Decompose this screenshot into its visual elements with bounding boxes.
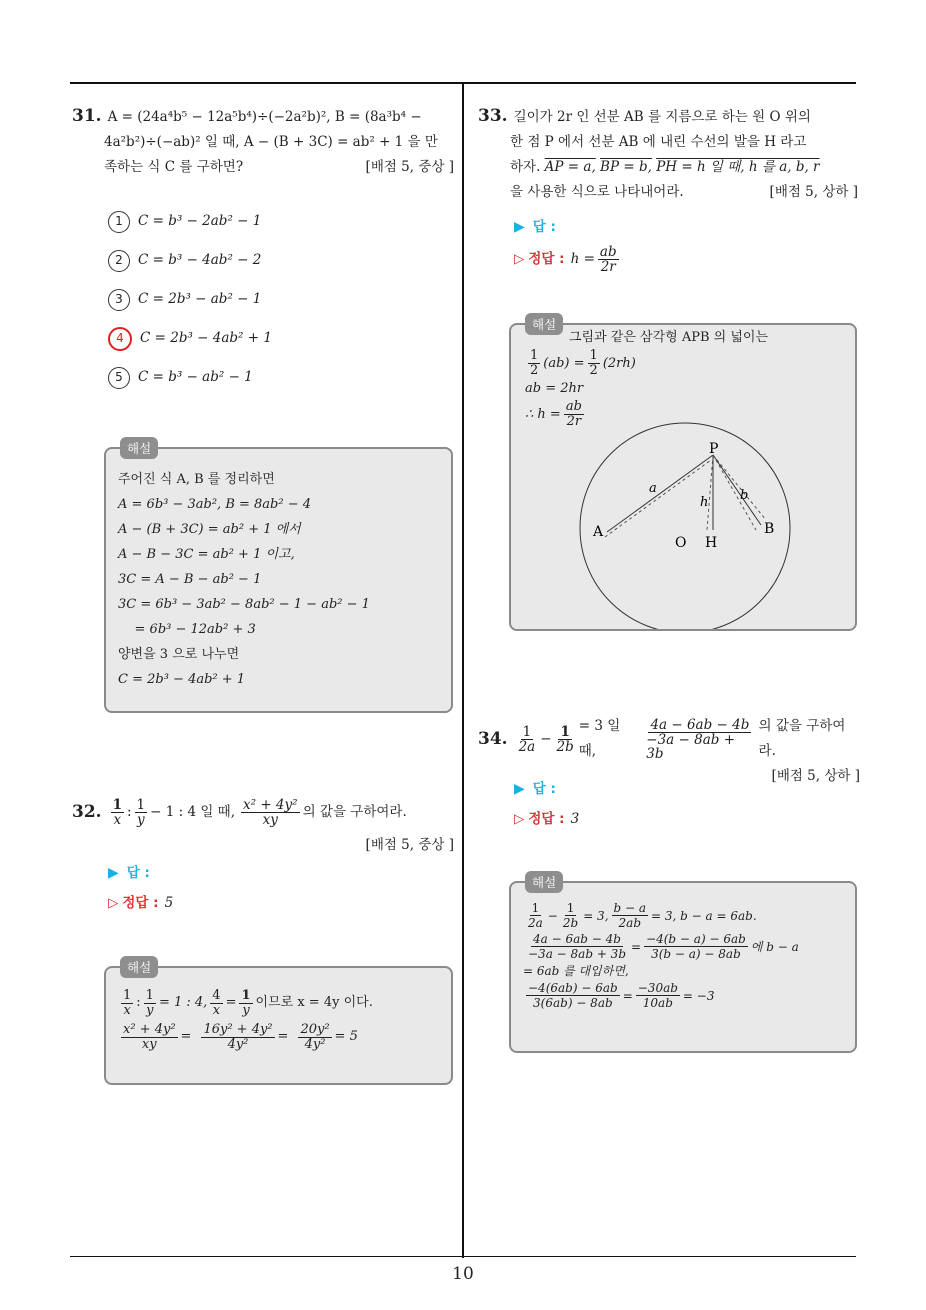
explain-line: = 6ab 를 대입하면, bbox=[523, 964, 629, 978]
explain-text: 에 b − a bbox=[750, 939, 799, 954]
stem-line: 을 사용한 식으로 나타내어라. bbox=[510, 184, 684, 200]
answer-block-34 bbox=[514, 774, 579, 834]
fraction: $\frac{1}{y}$ bbox=[145, 987, 154, 1018]
play-triangle-icon: ▶ bbox=[514, 781, 525, 797]
explain-line: 3C = A − B − ab² − 1 bbox=[118, 572, 262, 587]
correct-label: 정답 : bbox=[528, 811, 565, 827]
fraction: $\frac{1}{2}$ bbox=[530, 348, 539, 378]
choice-number: 2 bbox=[108, 250, 130, 272]
segment-bp-line bbox=[713, 455, 761, 525]
circle-o bbox=[580, 423, 790, 629]
fraction: $\frac{\text{x² + 4y²}}{xy}$ bbox=[243, 797, 298, 828]
fraction-denominator: 10ab bbox=[642, 996, 673, 1010]
choice-4-selected[interactable] bbox=[108, 319, 272, 358]
fraction: $\frac{1}{x}$ bbox=[112, 797, 122, 828]
explain-line: ab = 2hr bbox=[525, 381, 584, 396]
segment-ap-line bbox=[607, 455, 713, 532]
label-a: A bbox=[593, 524, 604, 540]
fraction-numerator: 4a − 6ab − 4b bbox=[650, 716, 750, 733]
play-triangle-icon: ▶ bbox=[108, 865, 119, 881]
explanation-box-34: 해설 $\frac{1}{2a}$ − $\frac{1}{2b}$ = 3, $\frac{b - a}{2ab}$ = 3, b − a = 6ab. $\frac{4a - 6ab - 4b}{-3a - 8ab + 3b}$ = $\frac{-4(b - a) - 6ab}{3(b - a) - 8ab}$ 에 b − a = 6ab 를 대입하면, $\frac{-4(6ab) - 6ab}{3(6ab) - 8ab}$ = $\frac{-30ab}{10ab}$ = −3 bbox=[509, 881, 857, 1053]
explanation-tag: 해설 bbox=[525, 313, 563, 335]
explain-line: C = 2b³ − 4ab² + 1 bbox=[118, 672, 246, 687]
explain-line: 주어진 식 A, B 를 정리하면 bbox=[118, 472, 275, 487]
fraction-denominator: 2ab bbox=[618, 916, 642, 930]
choice-text: C = 2b³ − ab² − 1 bbox=[138, 291, 262, 307]
question-number: 32. bbox=[72, 802, 102, 822]
choice-3[interactable] bbox=[108, 280, 272, 319]
stem-line: 족하는 식 C 를 구하면? bbox=[104, 159, 244, 175]
stem-text: 의 값을 구하여라. bbox=[302, 804, 407, 820]
choice-5[interactable] bbox=[108, 358, 272, 397]
question-number: 31. bbox=[72, 106, 102, 126]
fraction: $\frac{1}{y}$ bbox=[136, 797, 146, 828]
explain-text: = 5 bbox=[334, 1029, 358, 1044]
fraction-denominator: −3a − 8ab + 3b bbox=[646, 731, 736, 762]
choice-text: C = b³ − ab² − 1 bbox=[138, 369, 253, 385]
segment-ap: AP = a, bbox=[544, 159, 596, 175]
play-triangle-icon: ▶ bbox=[514, 219, 525, 235]
outline-triangle-icon: ▷ bbox=[514, 251, 525, 267]
choice-list bbox=[108, 202, 272, 397]
fraction bbox=[526, 981, 620, 1010]
label-b-len: b bbox=[740, 488, 749, 503]
bottom-rule bbox=[70, 1256, 856, 1257]
question-33 bbox=[478, 104, 858, 205]
dashed-line bbox=[713, 455, 756, 530]
label-a-len: a bbox=[649, 481, 657, 496]
stem-line: 4a²b²)÷(−ab)² 일 때, A − (B + 3C) = ab² + 1 을 만 bbox=[104, 134, 438, 150]
fraction-denominator: 2r bbox=[600, 258, 616, 275]
score-source: [배점 5, 중상 ] bbox=[365, 837, 454, 853]
fraction-denominator: 3(6ab) − 8ab bbox=[533, 996, 613, 1010]
fraction bbox=[612, 901, 649, 930]
fraction: $\frac{1}{2b}$ bbox=[556, 723, 574, 755]
segment-bp: BP = b, bbox=[600, 159, 652, 175]
explain-line: 3C = 6b³ − 3ab² − 8ab² − 1 − ab² − 1 bbox=[118, 597, 370, 612]
fraction: $\frac{1}{2b}$ bbox=[562, 901, 579, 930]
score-source: [배점 5, 상하 ] bbox=[769, 184, 858, 200]
correct-label: 정답 : bbox=[122, 895, 159, 911]
label-h-point: H bbox=[705, 535, 718, 551]
score-source: [배점 5, 중상 ] bbox=[365, 159, 454, 175]
circle-diagram bbox=[511, 325, 855, 629]
explanation-tag: 해설 bbox=[525, 871, 563, 893]
fraction: $\frac{1}{x}$ bbox=[123, 987, 132, 1018]
choice-number: 5 bbox=[108, 367, 130, 389]
question-34: 34. $\frac{1}{2a}$ − $\frac{1}{2b}$ = 3 일 때, $\frac{4a - 6ab - 4b}{-3a - 8ab + 3b}$ 의 값을 구하여라. [배점 5, 상하 ] bbox=[478, 714, 860, 789]
label-b: B bbox=[764, 521, 775, 537]
answer-label: 답 : bbox=[532, 781, 556, 797]
fraction-numerator: −30ab bbox=[637, 981, 678, 995]
choice-text: C = b³ − 4ab² − 2 bbox=[138, 252, 262, 268]
answer-label: 답 : bbox=[532, 219, 556, 235]
explain-text: = 3, bbox=[583, 908, 609, 923]
stem-text: = 3 일 때, bbox=[578, 718, 621, 759]
explain-text: ∴ h = bbox=[525, 406, 561, 422]
question-32: 32. $\frac{1}{x}$ : $\frac{1}{y}$ − 1 : 4 일 때, $\frac{\text{x² + 4y²}}{xy}$ 의 값을 구하여라. [배점 5, 중상 ] bbox=[72, 798, 454, 858]
correct-answer: 5 bbox=[164, 895, 174, 911]
score-source: [배점 5, 상하 ] bbox=[771, 768, 860, 784]
label-h-len: h bbox=[700, 495, 709, 510]
explain-line: A = 6b³ − 3ab², B = 8ab² − 4 bbox=[118, 497, 312, 512]
fraction: $\frac{4}{x}$ bbox=[212, 987, 221, 1018]
choice-number: 3 bbox=[108, 289, 130, 311]
choice-2[interactable] bbox=[108, 241, 272, 280]
fraction bbox=[644, 932, 748, 961]
fraction: $\frac{1}{y}$ bbox=[241, 987, 251, 1018]
fraction: $\frac{1}{2}$ bbox=[589, 348, 598, 378]
segment-ph: PH = h 일 때, h 를 a, b, r bbox=[656, 159, 820, 175]
fraction: $\frac{1}{2a}$ bbox=[518, 723, 536, 755]
answer-block-32 bbox=[108, 858, 173, 918]
question-31 bbox=[72, 104, 454, 180]
explain-line: 양변을 3 으로 나누면 bbox=[118, 647, 240, 662]
explain-line: = 6b³ − 12ab² + 3 bbox=[118, 622, 256, 637]
page-number: 10 bbox=[452, 1264, 474, 1284]
question-number: 34. bbox=[478, 728, 508, 749]
fraction bbox=[644, 718, 755, 761]
answer-label: 답 : bbox=[126, 865, 150, 881]
fraction-denominator: 3(b − a) − 8ab bbox=[651, 947, 741, 961]
stem-line: A = (24a⁴b⁵ − 12a⁵b⁴)÷(−2a²b)², B = (8a³b⁴ − bbox=[107, 109, 422, 125]
explanation-box-32: 해설 $\frac{1}{x}$ : $\frac{1}{y}$ = 1 : 4, $\frac{4}{x}$ = $\frac{1}{y}$ 이므로 x = 4y 이다. $\frac{\text{x² + 4y²}}{xy}$ = $\frac{\text{16y² + 4y²}}{\text{4y²}}$ = $\frac{\text{20y²}}{\text{4y²}}$ = 5 bbox=[104, 966, 453, 1085]
question-number: 33. bbox=[478, 106, 508, 126]
choice-text: C = 2b³ − 4ab² + 1 bbox=[140, 330, 272, 346]
fraction bbox=[636, 981, 680, 1010]
fraction: $\frac{\text{x² + 4y²}}{xy}$ bbox=[123, 1021, 176, 1052]
explain-text: 이므로 x = 4y 이다. bbox=[255, 995, 373, 1010]
choice-text: C = b³ − 2ab² − 1 bbox=[138, 213, 262, 229]
stem-text: 의 값을 구하여라. bbox=[758, 718, 846, 759]
correct-label: 정답 : bbox=[528, 251, 565, 267]
fraction-denominator: −3a − 8ab + 3b bbox=[528, 947, 626, 961]
column-divider bbox=[462, 82, 464, 1258]
stem-line: 한 점 P 에서 선분 AB 에 내린 수선의 발을 H 라고 bbox=[510, 134, 807, 150]
outline-triangle-icon: ▷ bbox=[514, 811, 525, 827]
label-o: O bbox=[675, 535, 687, 551]
explain-line: A − (B + 3C) = ab² + 1 에서 bbox=[118, 522, 301, 537]
fraction-numerator: −4(b − a) − 6ab bbox=[646, 932, 746, 946]
explain-text: = 3, b − a = 6ab. bbox=[651, 908, 757, 923]
dashed-line bbox=[605, 460, 711, 537]
correct-answer: 3 bbox=[570, 811, 580, 827]
fraction-numerator: ab bbox=[599, 243, 617, 260]
dashed-line bbox=[707, 455, 713, 530]
fraction bbox=[598, 245, 619, 274]
explanation-tag: 해설 bbox=[120, 956, 158, 978]
explain-line: A − B − 3C = ab² + 1 이고, bbox=[118, 547, 295, 562]
answer-block-33 bbox=[514, 212, 622, 276]
explanation-box-31 bbox=[104, 441, 453, 713]
fraction-numerator: 4a − 6ab − 4b bbox=[533, 932, 621, 946]
label-p: P bbox=[709, 441, 719, 457]
fraction: $\frac{1}{2a}$ bbox=[528, 901, 543, 930]
fraction bbox=[526, 932, 628, 961]
fraction-numerator: −4(6ab) − 6ab bbox=[528, 981, 618, 995]
fraction: $\frac{\text{20y²}}{\text{4y²}}$ bbox=[300, 1021, 330, 1052]
explanation-box-33 bbox=[509, 317, 857, 631]
explain-text: (ab) = bbox=[543, 355, 585, 371]
explain-line: 그림과 같은 삼각형 APB 의 넓이는 bbox=[569, 330, 769, 345]
choice-1[interactable] bbox=[108, 202, 272, 241]
explanation-tag: 해설 bbox=[120, 437, 158, 459]
stem-text: 하자. bbox=[510, 159, 541, 175]
fraction: $\frac{\text{16y² + 4y²}}{\text{4y²}}$ bbox=[203, 1021, 273, 1052]
fraction-numerator: b − a bbox=[613, 901, 647, 915]
explain-text: (2rh) bbox=[602, 355, 636, 371]
correct-answer-prefix: h = bbox=[570, 251, 595, 267]
stem-text: − 1 : 4 일 때, bbox=[150, 804, 236, 820]
explain-text: = −3 bbox=[682, 988, 715, 1003]
stem-line: 길이가 2r 인 선분 AB 를 지름으로 하는 원 O 위의 bbox=[513, 109, 811, 125]
fraction: $\frac{ab}{2r}$ bbox=[565, 399, 582, 429]
outline-triangle-icon: ▷ bbox=[108, 895, 119, 911]
selected-mark-icon: 4 bbox=[108, 327, 132, 351]
choice-number: 1 bbox=[108, 211, 130, 233]
